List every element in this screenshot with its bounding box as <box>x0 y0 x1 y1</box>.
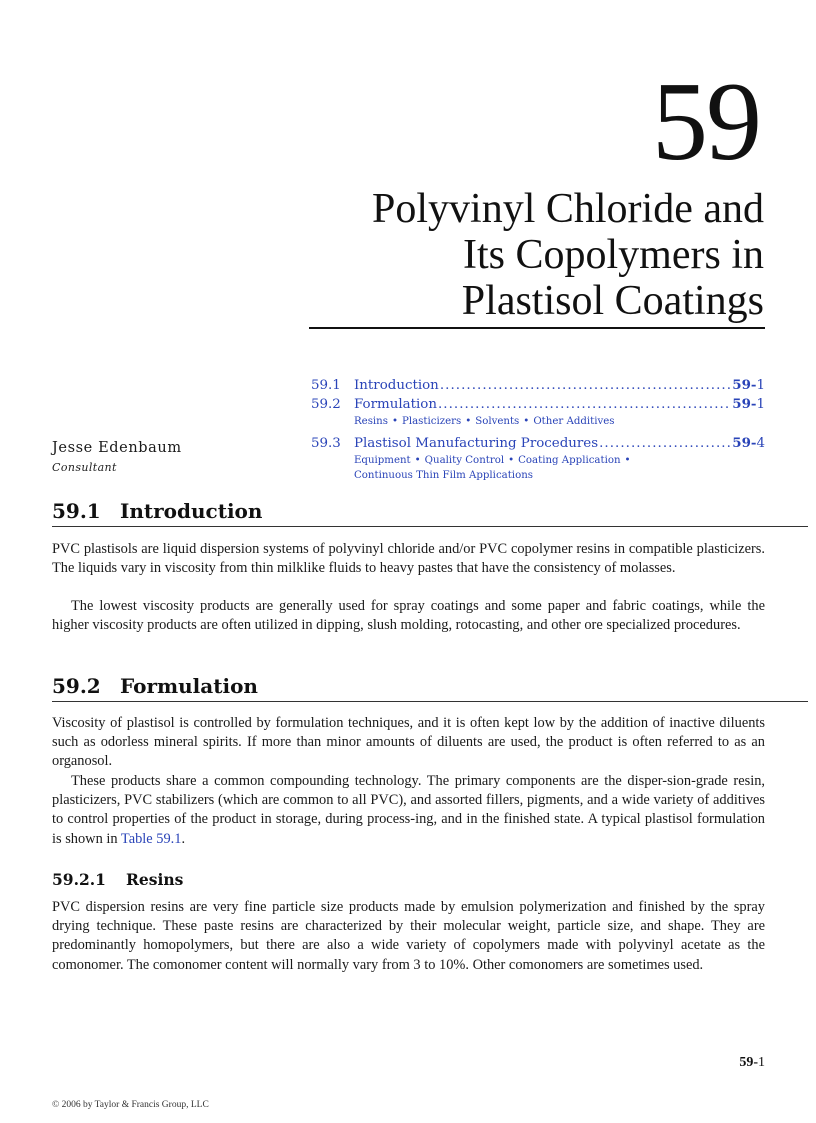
toc-entry-number: 59.1 <box>311 378 341 393</box>
toc-subtopics <box>311 414 765 429</box>
toc-entry-page[interactable]: 59-4 <box>732 435 765 451</box>
body-paragraph: These products share a common compounding technology. The primary components are the disper-sion-grade resin, plasticizers, PVC stabilizers (which are common to all PVC), and assorted fillers, pigments, and a wide variety of additives to control properties of the product in storage, during process-ing, and in the finished state. A typical plastisol formulation is shown in Table 59.1. <box>52 773 765 847</box>
toc-entry-introduction[interactable] <box>311 376 765 395</box>
toc-subtopic-link[interactable]: Plasticizers <box>402 416 462 427</box>
toc-subtopic-link[interactable]: Equipment <box>354 455 411 466</box>
bullet-separator: • <box>465 416 472 427</box>
section-heading-formulation <box>52 674 258 698</box>
section-number: 59.1 <box>52 499 101 523</box>
chapter-title <box>244 186 764 324</box>
section-rule <box>52 526 808 527</box>
toc-subtopic-link[interactable]: Continuous Thin Film Applications <box>354 470 533 481</box>
chapter-number: 59 <box>652 60 760 184</box>
chapter-title-line: Plastisol Coatings <box>461 278 764 324</box>
section-rule <box>52 701 808 702</box>
copyright-notice: © 2006 by Taylor & Francis Group, LLC <box>52 1100 209 1110</box>
body-paragraph: PVC dispersion resins are very fine particle size products made by emulsion polymerization and finished by the spray drying technique. These paste resins are characterized by their molecular weight, particle size, and shape. They are predominantly homopolymers, but there are also a wide variety of copolymers made with polyvinyl acetate as the comonomer. The comonomer content will normally vary from 3 to 10%. Other comonomers are sometimes used. <box>52 899 765 973</box>
author-affiliation: Consultant <box>52 461 117 474</box>
toc-entry-manufacturing[interactable] <box>311 434 765 483</box>
toc-entry-page[interactable]: 59-1 <box>732 396 765 412</box>
toc-entry-number: 59.2 <box>311 397 341 412</box>
toc-entry-number: 59.3 <box>311 436 341 451</box>
author-name: Jesse Edenbaum <box>52 440 182 456</box>
toc-leader-dots <box>438 396 731 414</box>
page-folio: 59-1 <box>739 1055 765 1070</box>
toc-subtopic-link[interactable]: Solvents <box>475 416 520 427</box>
toc-subtopic-link[interactable]: Coating Application <box>518 455 621 466</box>
toc-entry-title[interactable]: Formulation <box>354 397 437 412</box>
body-paragraph: Viscosity of plastisol is controlled by formulation techniques, and it is often kept low by the addition of inactive diluents such as odorless mineral spirits. If more than minor amounts of diluents are used, the product is often referred to as an organosol. <box>52 715 765 770</box>
bullet-separator: • <box>414 455 421 466</box>
toc-entry-title[interactable]: Introduction <box>354 378 439 393</box>
bullet-separator: • <box>508 455 515 466</box>
toc-subtopic-link[interactable]: Quality Control <box>424 455 505 466</box>
toc-subtopic-link[interactable]: Resins <box>354 416 388 427</box>
section-title: Resins <box>126 870 184 889</box>
toc-leader-dots <box>599 435 731 453</box>
chapter-toc <box>311 376 765 483</box>
section-number: 59.2 <box>52 674 101 698</box>
toc-leader-dots <box>440 377 731 395</box>
title-rule <box>309 327 765 329</box>
toc-entry-title[interactable]: Plastisol Manufacturing Procedures <box>354 436 599 451</box>
chapter-title-line: Polyvinyl Chloride and <box>372 186 764 232</box>
body-paragraph: The lowest viscosity products are generally used for spray coatings and some paper and fabric coatings, while the higher viscosity products are often utilized in dipping, slush molding, rotocasting, and other ore specialized procedures. <box>52 598 765 634</box>
bullet-separator: • <box>523 416 530 427</box>
toc-subtopics <box>311 453 765 483</box>
bullet-separator: • <box>624 455 631 466</box>
toc-subtopic-link[interactable]: Other Additives <box>533 416 615 427</box>
table-reference-link[interactable]: Table 59.1 <box>120 830 182 847</box>
section-title: Introduction <box>120 499 263 523</box>
subsection-heading-resins <box>52 870 183 889</box>
toc-entry-page[interactable]: 59-1 <box>732 377 765 393</box>
section-title: Formulation <box>120 674 258 698</box>
body-paragraph: PVC plastisols are liquid dispersion systems of polyvinyl chloride and/or PVC copolymer resins in compatible plasticizers. The liquids vary in viscosity from thin milklike fluids to heavy pastes that have the consistency of molasses. <box>52 541 765 577</box>
chapter-title-line: Its Copolymers in <box>463 232 764 278</box>
toc-entry-formulation[interactable] <box>311 395 765 429</box>
section-heading-introduction <box>52 499 262 523</box>
bullet-separator: • <box>391 416 398 427</box>
section-number: 59.2.1 <box>52 870 106 889</box>
